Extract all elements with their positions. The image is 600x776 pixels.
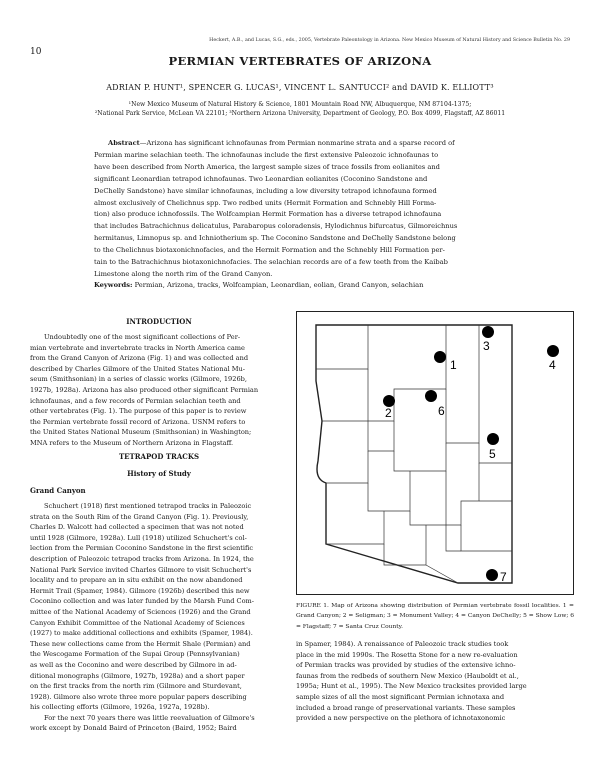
abstract-line: have been described from North America, the largest sample sizes of trace fossils from eolianites and (94, 162, 440, 171)
body-line: National Park Service invited Charles Gilmore to visit Schuchert's (30, 565, 252, 574)
arizona-map-figure (296, 311, 574, 595)
map-label-7: 7 (500, 570, 507, 584)
body-line: mittee of the National Academy of Sciences (1926) and the Grand (30, 607, 251, 616)
tracks-heading: TETRAPOD TRACKS (118, 452, 200, 461)
body-line: strata on the South Rim of the Grand Canyon (Fig. 1). Previously, (30, 512, 249, 521)
body-line: locality and to prepare an in situ exhibit on the now abandoned (30, 576, 243, 585)
body-line: seum (Smithsonian) in a series of classic works (Gilmore, 1926b, (30, 375, 247, 384)
running-head: Heckert, A.B., and Lucas, S.G., eds., 2005, Vertebrate Paleontology in Arizona. New Mexico Museum of Natural History and Science Bulletin No. 29 (209, 38, 570, 43)
page-number: 10 (30, 47, 42, 57)
body-line: other vertebrates (Fig. 1). The purpose of this paper is to review (30, 407, 247, 416)
author-list: ADRIAN P. HUNT¹, SPENCER G. LUCAS¹, VINCENT L. SANTUCCI² and DAVID K. ELLIOTT³ (106, 83, 494, 92)
locality-dot-3 (482, 326, 494, 338)
keywords-label: Keywords: (94, 281, 133, 289)
arizona-map (296, 311, 574, 595)
body-line: MNA refers to the Museum of Northern Arizona in Flagstaff. (30, 438, 234, 447)
body-line: work except by Donald Baird of Princeton (Baird, 1952; Baird (30, 724, 237, 733)
abstract-line: Permian marine selachian teeth. The ichnofaunas include the first extensive Paleozoic ichnofaunas to (94, 150, 439, 159)
body-line: description of Paleozoic tetrapod tracks from Arizona. In 1924, the (30, 554, 254, 563)
history-subheading: History of Study (127, 469, 191, 478)
body-line: faunas from the redbeds of southern New Mexico (Hauboldt et al., (296, 671, 519, 680)
abstract-line: to the Chelichnus biotaxonichnofacies, and the Hermit Formation and the Schnebly Hill Formation per- (94, 246, 445, 255)
body-line: 1995a; Hunt et al., 1995). The New Mexico tracksites provided large (296, 682, 527, 691)
body-line: lection from the Permian Coconino Sandstone in the first scientific (30, 544, 254, 553)
figure-caption: FIGURE 1. Map of Arizona showing distribution of Permian vertebrate fossil localities. 1 = Grand Canyon; 2 = Seligman; 3 = Monument Valley; 4 = Canyon DeChelly; 5 = Show Low; 6 = Flagstaff; 7 = Santa Cruz County. (296, 603, 574, 630)
body-line: Schuchert (1918) first mentioned tetrapod tracks in Paleozoic (44, 502, 252, 510)
locality-dot-7 (486, 569, 498, 581)
body-line: For the next 70 years there was little reevaluation of Gilmore's (44, 713, 255, 722)
body-line: the United States National Museum (Smithsonian) in Washington; (30, 428, 252, 437)
body-line: mian vertebrate and invertebrate tracks in North America came (30, 343, 245, 352)
abstract-line: tion) also produce ichnofossils. The Wolfcampian Hermit Formation has a diverse tetrapod ichnofauna (94, 210, 442, 219)
keywords (94, 281, 564, 289)
abstract-line: significant Leonardian tetrapod ichnofaunas. Two Leonardian eolianites (Coconino Sandstone and (94, 174, 428, 183)
tracks-text (30, 501, 288, 734)
locality-dot-4 (547, 345, 559, 357)
body-line: on the first tracks from the north rim (Gilmore and Sturdevant, (30, 682, 242, 691)
map-label-5: 5 (489, 447, 496, 461)
body-line: ichnofaunas, and a few records of Permian selachian teeth and (30, 396, 241, 405)
body-line: described by Charles Gilmore of the United States National Mu- (30, 364, 246, 373)
affiliation-line-2: ²National Park Service, McLean VA 22101; ³Northern Arizona University, Department of Geology, P.O. Box 4099, Flagstaff, AZ 86011 (94, 110, 506, 117)
abstract-line: that includes Batrachichnus delicatulus, Parabaropus coloradensis, Hylodichnus bifurcatus, Gilmoreichnus (94, 222, 458, 231)
body-line: as well as the Coconino and were described by Gilmore in ad- (30, 660, 237, 669)
body-line: These new collections came from the Hermit Shale (Permian) and (30, 639, 251, 648)
body-line: Coconino collection and was later funded by the Marsh Fund Com- (30, 597, 255, 606)
abstract (94, 138, 564, 281)
body-line: Canyon Exhibit Committee of the National Academy of Sciences (30, 618, 245, 627)
locality-dot-1 (434, 351, 446, 363)
body-line: his collecting efforts (Gilmore, 1926a, 1927a, 1928b). (30, 703, 210, 712)
affiliation-line-1: ¹New Mexico Museum of Natural History & Science, 1801 Mountain Road NW, Albuquerque, NM 87104-1375; (128, 101, 472, 108)
introduction-heading: INTRODUCTION (126, 317, 192, 326)
body-line: from the Grand Canyon of Arizona (Fig. 1) and was collected and (30, 354, 249, 363)
abstract-line: almost exclusively of Chelichnus spp. Two redbed units (Hermit Formation and Schnebly Hill Forma- (94, 198, 437, 207)
map-label-1: 1 (450, 358, 457, 372)
body-line: of Permian tracks was provided by studies of the extensive ichno- (296, 661, 516, 670)
map-label-4: 4 (549, 358, 556, 372)
body-line: sample sizes of all the most significant Permian ichnotaxa and (296, 692, 505, 701)
body-line: the Wescogame Formation of the Supai Group (Pennsylvanian) (30, 650, 240, 659)
abstract-label: Abstract (108, 139, 140, 147)
body-line: 1927b, 1928a). Arizona has also produced other significant Permian (30, 385, 259, 394)
body-line: until 1928 (Gilmore, 1928a). Lull (1918) utilized Schuchert's col- (30, 533, 247, 542)
abstract-line: hermitanus, Limnopus sp. and Ichniotherium sp. The Coconino Sandstone and DeChelly Sandstone belong (94, 234, 456, 243)
abstract-line: DeChelly Sandstone) have similar ichnofaunas, including a low diversity tetrapod ichnofauna formed (94, 186, 437, 195)
keywords-text: Permian, Arizona, tracks, Wolfcampian, Leonardian, eolian, Grand Canyon, selachian (134, 281, 424, 289)
body-line: Hermit Trail (Spamer, 1984). Gilmore (1926b) described this new (30, 586, 250, 595)
body-line: place in the mid 1990s. The Rosetta Stone for a new re-evaluation (296, 650, 518, 659)
body-line: included a broad range of preservational variants. These samples (296, 703, 516, 712)
map-label-3: 3 (483, 339, 490, 353)
body-line: in Spamer, 1984). A renaissance of Paleozoic track studies took (296, 640, 509, 648)
body-line: provided a new perspective on the plethora of ichnotaxonomic (296, 714, 506, 723)
right-column-text (296, 639, 574, 724)
locality-dot-6 (425, 390, 437, 402)
introduction-text (30, 332, 288, 449)
abstract-line: Limestone along the north rim of the Grand Canyon. (94, 269, 273, 278)
body-line: 1928). Gilmore also wrote three more popular papers describing (30, 692, 247, 701)
locality-dot-5 (487, 433, 499, 445)
body-line: (1927) to make additional collections and exhibits (Spamer, 1984). (30, 629, 253, 638)
abstract-line: —Arizona has significant ichnofaunas from Permian nonmarine strata and a sparse record of (139, 139, 455, 147)
body-line: Charles D. Walcott had collected a specimen that was not noted (30, 523, 244, 532)
body-line: ditional monographs (Gilmore, 1927b, 1928a) and a short paper (30, 671, 245, 680)
body-line: Undoubtedly one of the most significant collections of Per- (44, 333, 241, 341)
body-line: the Permian vertebrate fossil record of Arizona. USNM refers to (30, 417, 246, 426)
map-label-2: 2 (385, 406, 392, 420)
abstract-line: tain to the Batrachichnus biotaxonichnofacies. The selachian records are of a few teeth from the Kaibab (94, 258, 448, 267)
map-label-6: 6 (438, 404, 445, 418)
paper-title: PERMIAN VERTEBRATES OF ARIZONA (168, 54, 432, 68)
grand-canyon-heading: Grand Canyon (30, 486, 86, 495)
